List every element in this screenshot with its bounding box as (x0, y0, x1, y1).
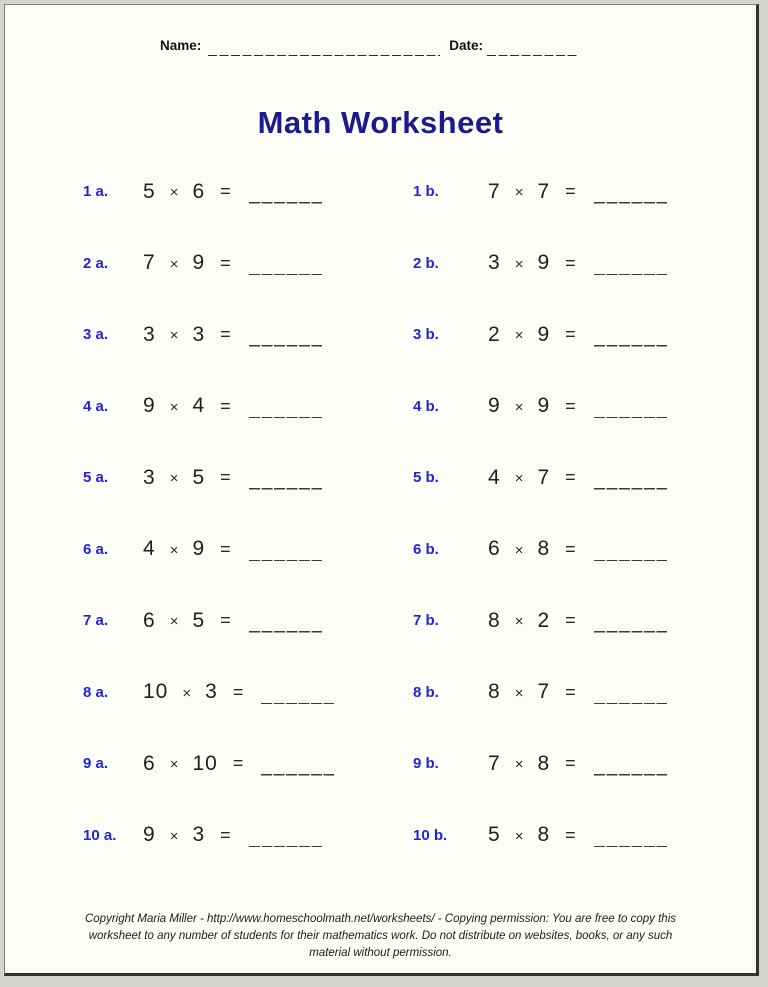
factor-2: 9 (192, 251, 206, 275)
problem-expression-b (488, 823, 756, 847)
factor-1: 10 (143, 680, 169, 704)
problem-row (5, 800, 756, 872)
factor-1: 9 (488, 394, 501, 418)
factor-2: 4 (192, 394, 206, 418)
equals-sign: = (220, 467, 231, 488)
times-icon: × (514, 470, 524, 488)
name-fill-line[interactable] (208, 43, 440, 56)
factor-2: 5 (192, 608, 206, 632)
factor-2: 3 (192, 322, 206, 346)
problem-expression-a (143, 823, 413, 847)
factor-2: 10 (192, 751, 218, 775)
problem-label-b: 1 b. (413, 183, 439, 201)
problem-row (5, 657, 756, 729)
equals-sign: = (232, 681, 244, 702)
answer-blank[interactable] (261, 766, 334, 776)
problem-expression-b (488, 537, 756, 561)
factor-2: 7 (537, 179, 551, 203)
times-icon: × (169, 613, 179, 631)
factor-2: 8 (537, 823, 551, 847)
problem-label-a: 7 a. (83, 612, 109, 630)
equals-sign: = (220, 538, 231, 559)
equals-sign: = (565, 467, 576, 488)
problem-expression-a (143, 752, 413, 776)
equals-sign: = (565, 252, 576, 273)
answer-blank[interactable] (249, 551, 322, 561)
problem-row (5, 442, 756, 514)
equals-sign: = (565, 753, 576, 774)
times-icon: × (169, 398, 179, 416)
problem-label-b: 6 b. (413, 540, 439, 558)
equals-sign: = (565, 538, 576, 559)
page-title: Math Worksheet (257, 105, 504, 140)
problem-expression-b (488, 609, 756, 633)
equals-sign: = (220, 324, 231, 345)
factor-1: 4 (143, 537, 156, 561)
answer-blank[interactable] (594, 694, 667, 704)
times-icon: × (514, 684, 524, 702)
equals-sign: = (565, 324, 576, 345)
problem-label-b: 7 b. (413, 612, 439, 630)
problem-row (5, 299, 756, 371)
times-icon: × (514, 613, 524, 631)
equals-sign: = (220, 181, 231, 202)
factor-1: 7 (488, 751, 501, 775)
problem-expression-a (143, 394, 413, 418)
answer-blank[interactable] (249, 837, 322, 847)
times-icon: × (514, 255, 524, 273)
worksheet-page (4, 4, 759, 976)
answer-blank[interactable] (594, 265, 667, 275)
factor-1: 6 (143, 751, 156, 775)
answer-blank[interactable] (249, 408, 322, 418)
problem-label-b: 2 b. (413, 254, 439, 272)
answer-blank[interactable] (249, 480, 322, 490)
factor-1: 3 (143, 322, 156, 346)
problem-label-a: 2 a. (83, 254, 109, 272)
factor-2: 7 (537, 680, 551, 704)
equals-sign: = (220, 252, 231, 273)
times-icon: × (169, 541, 179, 559)
factor-2: 5 (192, 465, 206, 489)
problem-list (5, 156, 756, 871)
problem-label-b: 5 b. (413, 469, 439, 487)
times-icon: × (169, 827, 179, 845)
factor-1: 2 (488, 322, 501, 346)
answer-blank[interactable] (594, 551, 667, 561)
problem-row (5, 514, 756, 586)
name-label: Name: (160, 38, 202, 54)
problem-label-a: 10 a. (83, 826, 117, 844)
equals-sign: = (565, 681, 576, 702)
answer-blank[interactable] (594, 337, 667, 347)
problem-expression-a (143, 180, 413, 204)
factor-2: 2 (537, 608, 551, 632)
factor-2: 6 (192, 179, 206, 203)
times-icon: × (514, 327, 524, 345)
problem-row (5, 228, 756, 300)
problem-label-b: 8 b. (413, 683, 439, 701)
answer-blank[interactable] (249, 194, 322, 204)
factor-1: 3 (488, 251, 501, 275)
factor-1: 9 (143, 823, 156, 847)
copyright-text: Copyright Maria Miller - http://www.homeschoolmath.net/worksheets/ - Copying permission: You are free to copy this worksheet to any number of students for their mathematics work. Do not distribute on websites, books, or any such material without permission. (84, 913, 676, 959)
answer-blank[interactable] (594, 766, 667, 776)
problem-label-b: 9 b. (413, 755, 439, 773)
date-fill-line[interactable] (487, 43, 577, 56)
factor-1: 8 (488, 608, 501, 632)
equals-sign: = (565, 610, 576, 631)
problem-label-a: 6 a. (83, 540, 109, 558)
answer-blank[interactable] (261, 694, 334, 704)
equals-sign: = (565, 395, 576, 416)
factor-1: 7 (488, 179, 501, 203)
answer-blank[interactable] (594, 623, 667, 633)
factor-1: 7 (143, 251, 156, 275)
problem-label-a: 5 a. (83, 469, 109, 487)
problem-expression-a (143, 609, 413, 633)
problem-expression-b (488, 394, 756, 418)
factor-2: 9 (537, 251, 551, 275)
equals-sign: = (220, 610, 231, 631)
times-icon: × (169, 756, 179, 774)
equals-sign: = (220, 395, 231, 416)
equals-sign: = (220, 824, 231, 845)
factor-2: 8 (537, 537, 551, 561)
problem-label-a: 9 a. (83, 755, 109, 773)
times-icon: × (182, 684, 192, 702)
problem-expression-a (143, 251, 413, 275)
problem-label-a: 3 a. (83, 326, 109, 344)
problem-label-b: 3 b. (413, 326, 439, 344)
factor-1: 5 (488, 823, 501, 847)
times-icon: × (169, 184, 179, 202)
problem-label-b: 10 b. (413, 826, 448, 844)
answer-blank[interactable] (594, 480, 667, 490)
factor-2: 9 (192, 537, 206, 561)
problem-row (5, 585, 756, 657)
problem-expression-b (488, 466, 756, 490)
factor-1: 6 (143, 608, 156, 632)
header (5, 5, 756, 54)
factor-2: 3 (192, 823, 206, 847)
times-icon: × (169, 470, 179, 488)
factor-1: 4 (488, 465, 501, 489)
answer-blank[interactable] (594, 837, 667, 847)
problem-expression-a (143, 323, 413, 347)
problem-label-b: 4 b. (413, 397, 439, 415)
problem-expression-a (143, 680, 413, 704)
equals-sign: = (565, 181, 576, 202)
times-icon: × (169, 327, 179, 345)
times-icon: × (514, 398, 524, 416)
factor-1: 5 (143, 179, 156, 203)
equals-sign: = (232, 753, 244, 774)
times-icon: × (514, 827, 524, 845)
times-icon: × (514, 184, 524, 202)
equals-sign: = (565, 824, 576, 845)
answer-blank[interactable] (249, 623, 322, 633)
times-icon: × (514, 756, 524, 774)
factor-2: 9 (537, 322, 551, 346)
answer-blank[interactable] (594, 408, 667, 418)
problem-expression-a (143, 537, 413, 561)
factor-2: 7 (537, 465, 551, 489)
problem-expression-a (143, 466, 413, 490)
factor-2: 8 (537, 751, 551, 775)
problem-expression-b (488, 180, 756, 204)
answer-blank[interactable] (249, 337, 322, 347)
problem-row (5, 371, 756, 443)
answer-blank[interactable] (594, 194, 667, 204)
answer-blank[interactable] (249, 265, 322, 275)
problem-row (5, 728, 756, 800)
times-icon: × (169, 255, 179, 273)
problem-row (5, 156, 756, 228)
problem-label-a: 8 a. (83, 683, 109, 701)
problem-expression-b (488, 323, 756, 347)
factor-1: 6 (488, 537, 501, 561)
problem-expression-b (488, 251, 756, 275)
footer (5, 911, 756, 962)
date-label: Date: (449, 38, 484, 54)
factor-2: 9 (537, 394, 551, 418)
factor-1: 8 (488, 680, 501, 704)
problem-label-a: 1 a. (83, 183, 109, 201)
factor-1: 9 (143, 394, 156, 418)
factor-1: 3 (143, 465, 156, 489)
problem-label-a: 4 a. (83, 397, 109, 415)
factor-2: 3 (205, 680, 218, 704)
problem-expression-b (488, 752, 756, 776)
problem-expression-b (488, 680, 756, 704)
times-icon: × (514, 541, 524, 559)
